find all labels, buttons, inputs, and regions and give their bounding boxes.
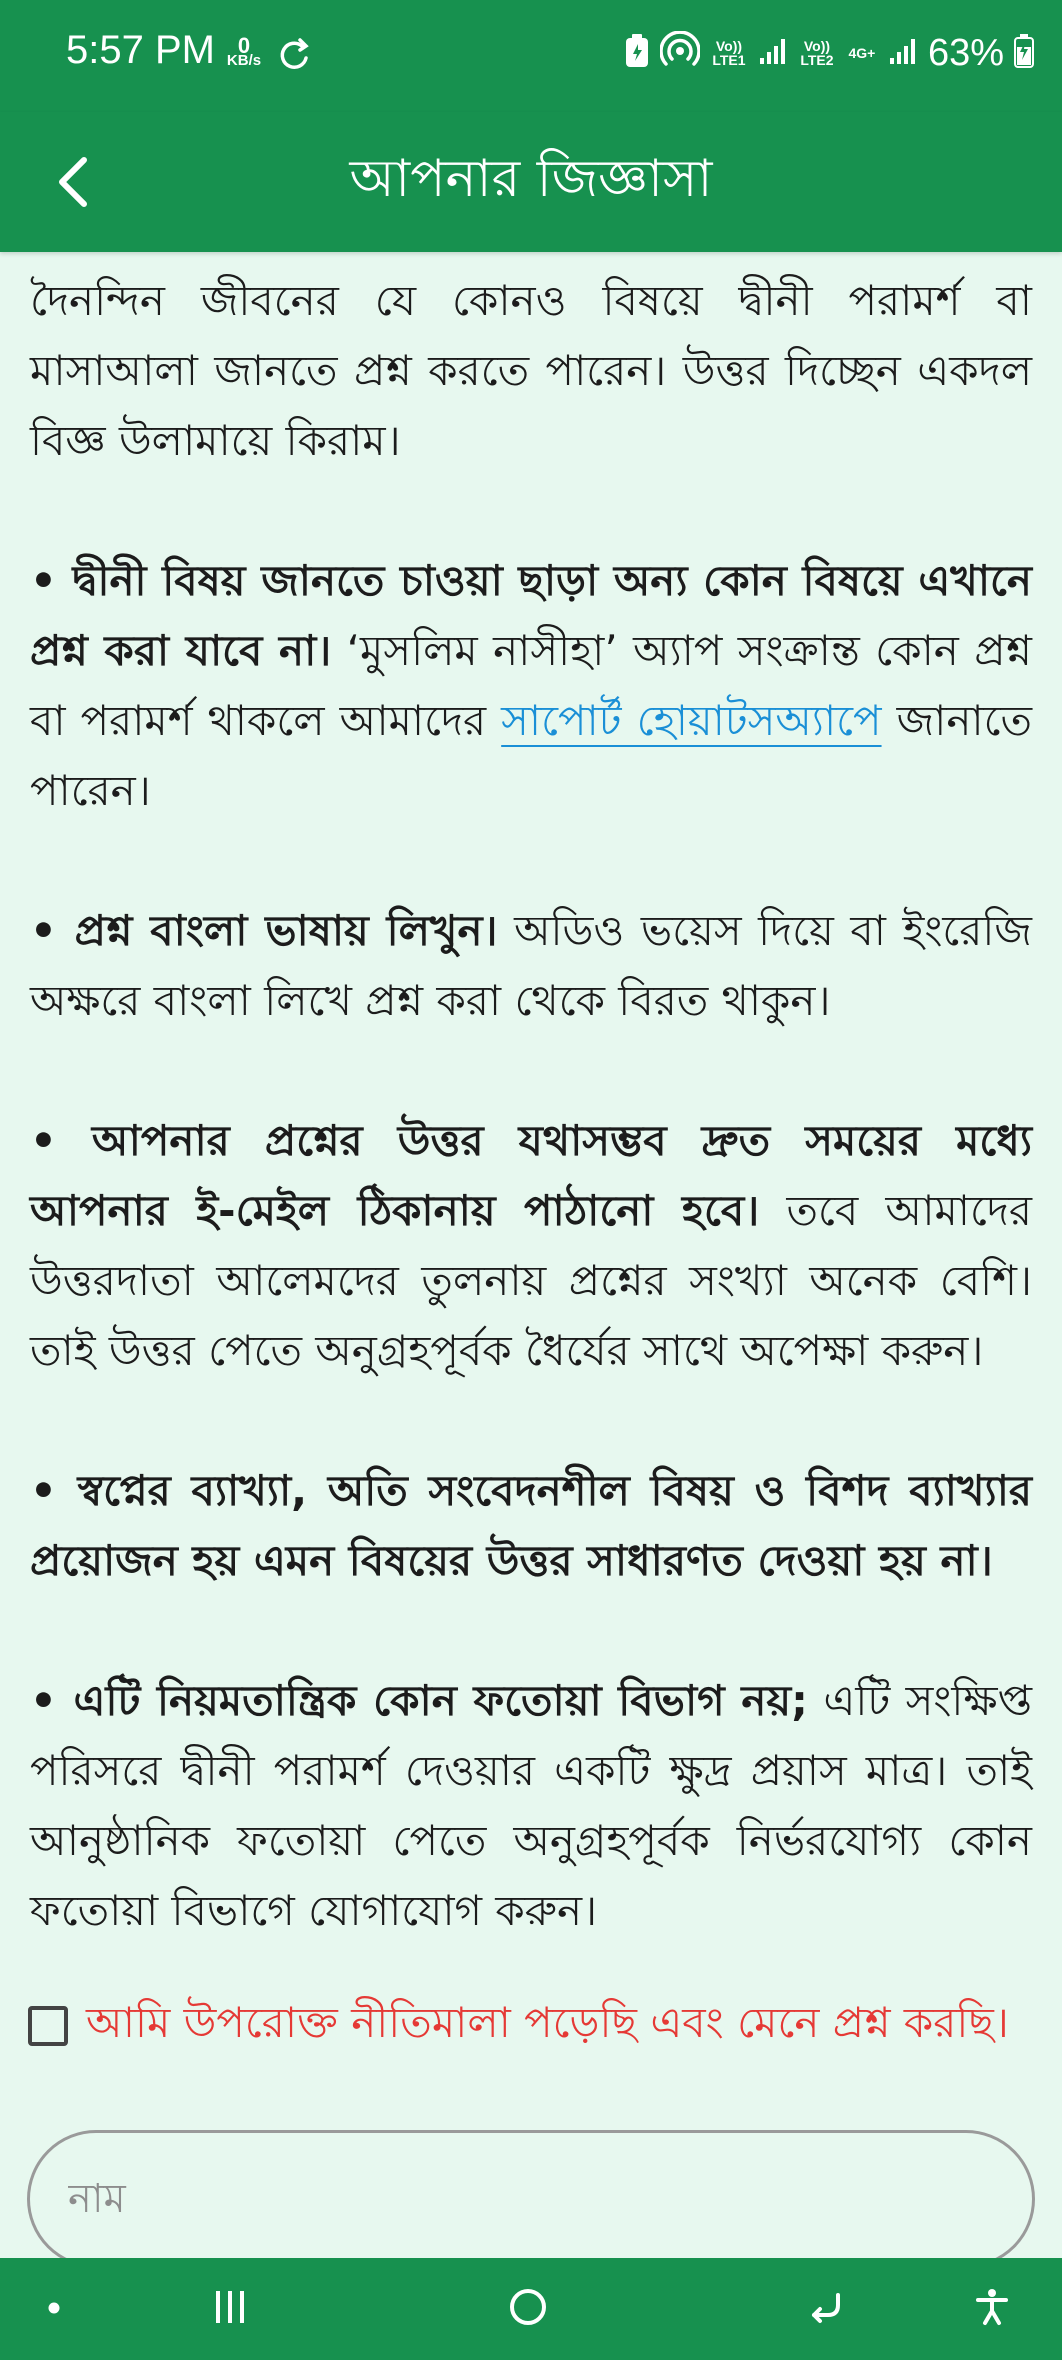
dot-icon (47, 2300, 61, 2319)
network-speed-value: 0 (237, 33, 251, 58)
nav-home-button[interactable] (488, 2258, 568, 2360)
network-speed-unit: KB/s (226, 52, 262, 69)
sim2-label: Vo)) LTE2 (800, 38, 834, 68)
battery-percent: 63% (927, 31, 1004, 74)
status-icons (624, 28, 1034, 78)
agree-label: আমি উপরোক্ত নীতিমালা পড়েছি এবং মেনে প্রশ্ন করছি। (86, 1998, 1009, 2047)
home-icon (506, 2285, 550, 2333)
battery-icon (1014, 34, 1034, 72)
app-bar (0, 112, 1062, 252)
guidelines-content (30, 252, 1032, 1946)
support-whatsapp-link[interactable]: সাপোর্ট হোয়াটসঅ্যাপে (501, 696, 882, 745)
network-speed (222, 33, 266, 69)
agree-checkbox[interactable] (28, 2006, 68, 2046)
nav-accessibility-button[interactable] (952, 2258, 1032, 2360)
rule-2-text: অডিও ভয়েস দিয়ে বা ইংরেজি অক্ষরে বাংলা লিখে প্রশ্ন করা থেকে বিরত থাকুন। (30, 906, 1032, 1025)
signal-icon-sim1 (758, 36, 788, 70)
battery-saver-icon (624, 33, 650, 73)
rule-4-bold: • স্বপ্নের ব্যাখ্যা, অতি সংবেদনশীল বিষয় ও বিশদ ব্যাখ্যার প্রয়োজন হয় এমন বিষয়ের উত্তর সাধারণত দেওয়া হয় না। (30, 1466, 1032, 1585)
nav-dot-button[interactable] (24, 2258, 84, 2360)
rule-1-text: ‘মুসলিম নাসীহা’ অ্যাপ সংক্রান্ত কোন প্রশ্ন বা পরামর্শ থাকলে আমাদের (30, 626, 1032, 745)
rule-3-bold: • আপনার প্রশ্নের উত্তর যথাসম্ভব দ্রুত সময়ের মধ্যে আপনার ই-মেইল ঠিকানায় পাঠানো হবে। (30, 1116, 1032, 1235)
rule-5-bold: • এটি নিয়মতান্ত্রিক কোন ফতোয়া বিভাগ নয়; (30, 1676, 808, 1725)
rule-4 (30, 1456, 1032, 1596)
rule-1 (30, 546, 1032, 826)
rule-3 (30, 1106, 1032, 1386)
rule-2-bold: • প্রশ্ন বাংলা ভাষায় লিখুন। (30, 906, 498, 955)
rule-2 (30, 896, 1032, 1036)
rule-1-bold: • দ্বীনী বিষয় জানতে চাওয়া ছাড়া অন্য কোন বিষয়ে এখানে প্রশ্ন করা যাবে না। (30, 556, 1032, 675)
notification-icon (276, 36, 312, 76)
nav-back-button[interactable] (786, 2258, 866, 2360)
signal-icon-sim2 (888, 36, 918, 70)
status-time: 5:57 PM (66, 28, 215, 72)
status-bar (0, 0, 1062, 112)
back-icon (804, 2285, 848, 2333)
intro-paragraph: দৈনন্দিন জীবনের যে কোনও বিষয়ে দ্বীনী পরামর্শ বা মাসাআলা জানতে প্রশ্ন করতে পারেন। উত্তর দিচ্ছেন একদল বিজ্ঞ উলামায়ে কিরাম। (30, 276, 1032, 465)
rule-1-after: জানাতে পারেন। (30, 696, 1032, 815)
navigation-bar (0, 2258, 1062, 2360)
name-input[interactable] (27, 2130, 1035, 2268)
recents-icon (210, 2287, 250, 2331)
rule-3-text: তবে আমাদের উত্তরদাতা আলেমদের তুলনায় প্রশ্নের সংখ্যা অনেক বেশি। তাই উত্তর পেতে অনুগ্রহপূর্বক ধৈর্যের সাথে অপেক্ষা করুন। (30, 1186, 1032, 1375)
page-title: আপনার জিজ্ঞাসা (349, 149, 713, 209)
rule-5-text: এটি সংক্ষিপ্ত পরিসরে দ্বীনী পরামর্শ দেওয়ার একটি ক্ষুদ্র প্রয়াস মাত্র। তাই আনুষ্ঠানিক ফতোয়া পেতে অনুগ্রহপূর্বক নির্ভরযোগ্য কোন ফতোয়া বিভাগে যোগাযোগ করুন। (30, 1676, 1032, 1935)
agree-row[interactable] (28, 1990, 1052, 2061)
accessibility-icon (972, 2287, 1012, 2331)
nav-recents-button[interactable] (190, 2258, 270, 2360)
network-type: 4G+ (848, 45, 876, 61)
hotspot-icon (660, 31, 700, 75)
sim1-label: Vo)) LTE1 (712, 38, 746, 68)
rule-5 (30, 1666, 1032, 1946)
